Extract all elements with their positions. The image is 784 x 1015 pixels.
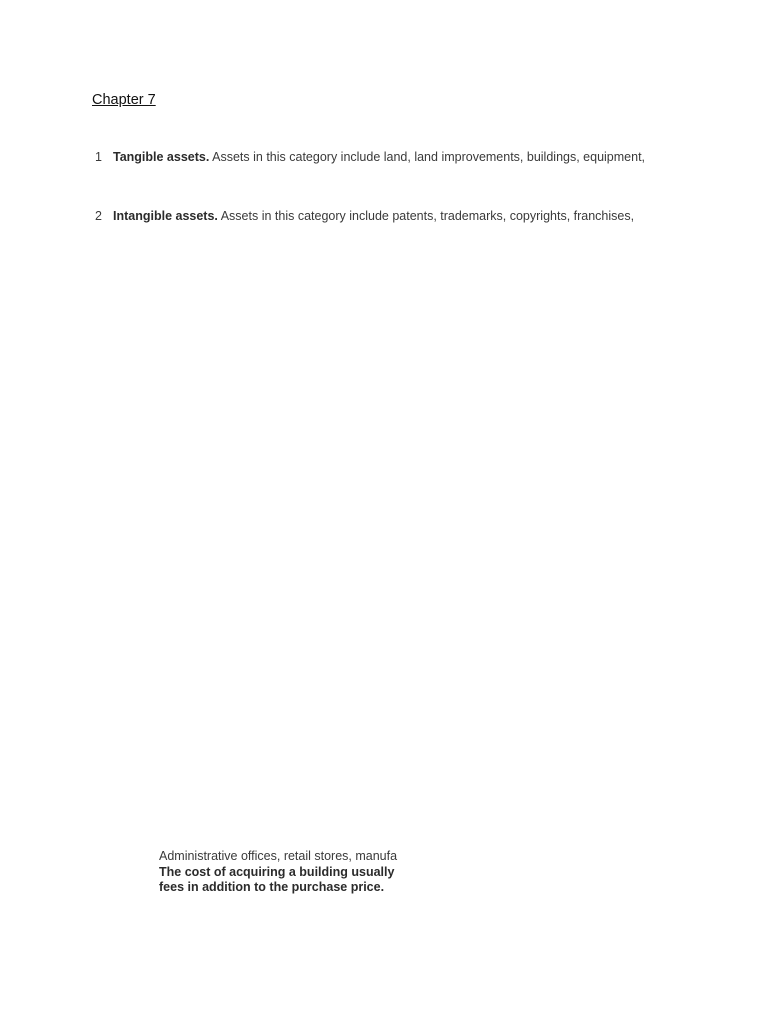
- item-term: Intangible assets.: [113, 209, 218, 223]
- item-description: Assets in this category include patents, trademarks, copyrights, franchises,: [220, 209, 635, 223]
- fragment-line-1: Administrative offices, retail stores, manufa: [159, 849, 398, 863]
- chapter-title: Chapter 7: [92, 92, 156, 108]
- fragment-line-3: fees in addition to the purchase price.: [159, 880, 385, 894]
- text-fragment: [159, 849, 397, 896]
- fragment-line-2: The cost of acquiring a building usually: [159, 864, 395, 879]
- item-term: Tangible assets.: [113, 150, 210, 164]
- item-number: 1: [95, 150, 102, 164]
- list-item-tangible-assets: [95, 150, 645, 164]
- list-item-intangible-assets: [95, 209, 634, 223]
- item-description: Assets in this category include land, land improvements, buildings, equipment,: [212, 150, 646, 164]
- item-number: 2: [95, 209, 102, 223]
